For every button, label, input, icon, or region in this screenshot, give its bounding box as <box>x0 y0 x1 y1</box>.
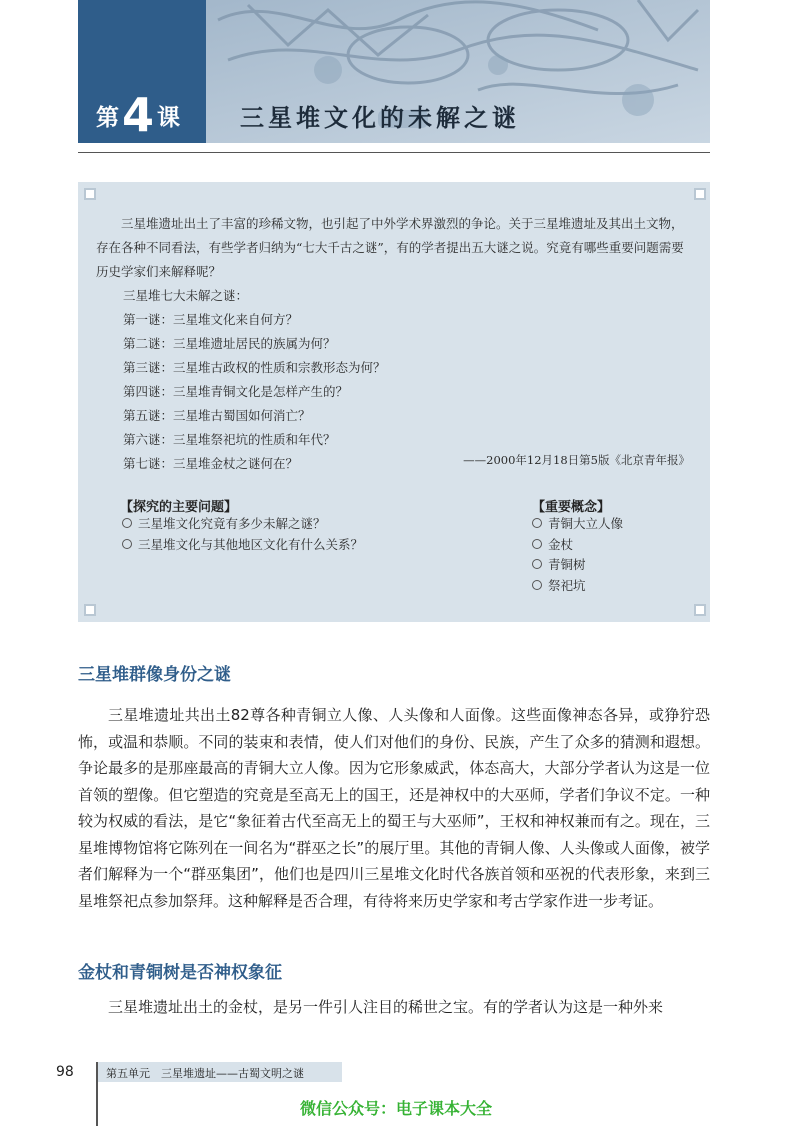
header-divider <box>78 152 710 153</box>
question-item <box>122 535 363 556</box>
circle-bullet-icon <box>532 580 542 590</box>
riddles-heading: 三星堆七大未解之谜： <box>123 288 249 303</box>
lesson-number <box>96 88 180 142</box>
concept-item <box>532 576 623 597</box>
lesson-suffix: 课 <box>157 105 181 131</box>
question-text: 三星堆文化究竟有多少未解之谜？ <box>138 516 326 531</box>
riddle-item: 第五谜：三星堆古蜀国如何消亡？ <box>123 408 311 423</box>
circle-bullet-icon <box>532 559 542 569</box>
section-body <box>78 702 710 914</box>
intro-paragraph: 三星堆遗址出土了丰富的珍稀文物，也引起了中外学术界激烈的争论。关于三星堆遗址及其出土文物，存在各种不同看法，有些学者归纳为“七大千古之谜”，有的学者提出五大谜之说。究竟有哪些重要问题需要历史学家们来解释呢？ <box>96 216 684 279</box>
riddle-item: 第一谜：三星堆文化来自何方？ <box>123 312 299 327</box>
intro-text <box>96 212 690 476</box>
concept-item <box>532 555 623 576</box>
lesson-prefix: 第 <box>96 105 119 131</box>
circle-bullet-icon <box>532 539 542 549</box>
concept-text: 青铜大立人像 <box>548 516 624 531</box>
riddle-item: 第七谜：三星堆金杖之谜何在？ <box>123 456 299 471</box>
source-citation: ——2000年12月18日第5版《北京青年报》 <box>463 453 690 467</box>
section-paragraph: 三星堆遗址出土的金杖，是另一件引人注目的稀世之宝。有的学者认为这是一种外来 <box>108 998 664 1016</box>
unit-label: 第五单元 三星堆遗址——古蜀文明之谜 <box>106 1067 304 1080</box>
section-heading: 三星堆群像身份之谜 <box>78 665 231 685</box>
questions-list <box>122 514 363 555</box>
section-paragraph: 三星堆遗址共出土82尊各种青铜立人像、人头像和人面像。这些面像神态各异，或狰狞恐怖，或温和恭顺。不同的装束和表情，使人们对他们的身份、民族，产生了众多的猜测和遐想。争论最多的是那座最高的青铜大立人像。因为它形象威武，体态高大，大部分学者认为这是一位首领的塑像。但它塑造的究竟是至高无上的国王，还是神权中的大巫师，学者们争议不定。一种较为权威的看法，是它“象征着古代至高无上的蜀王与大巫师”，王权和神权兼而有之。现在，三星堆博物馆将它陈列在一间名为“群巫之长”的展厅里。其他的青铜人像、人头像或人面像，被学者们解释为一个“群巫集团”，他们也是四川三星堆文化时代各族首领和巫祝的代表形象，来到三星堆祭祀点参加祭拜。这种解释是否合理，有待将来历史学家和考古学家作进一步考证。 <box>78 706 710 910</box>
panel-corner-marker <box>84 188 96 200</box>
watermark-text: 微信公众号：电子课本大全 <box>300 1099 493 1118</box>
concepts-title: 【重要概念】 <box>532 500 611 515</box>
lesson-number-digit: 4 <box>122 88 155 142</box>
panel-corner-marker <box>694 604 706 616</box>
section-body <box>78 994 710 1021</box>
question-text: 三星堆文化与其他地区文化有什么关系？ <box>138 536 364 552</box>
riddle-item: 第四谜：三星堆青铜文化是怎样产生的？ <box>123 384 349 399</box>
question-item <box>122 514 363 535</box>
circle-bullet-icon <box>532 518 542 528</box>
concept-text: 青铜树 <box>548 557 586 572</box>
panel-corner-marker <box>84 604 96 616</box>
concept-item <box>532 535 623 556</box>
circle-bullet-icon <box>122 539 132 549</box>
footer-rule <box>96 1062 98 1126</box>
circle-bullet-icon <box>122 518 132 528</box>
riddle-item: 第三谜：三星堆古政权的性质和宗教形态为何？ <box>123 360 386 375</box>
concept-item <box>532 514 623 535</box>
concept-text: 祭祀坑 <box>548 577 586 593</box>
concept-text: 金杖 <box>548 536 574 552</box>
section-heading: 金杖和青铜树是否神权象征 <box>78 963 282 983</box>
page-number: 98 <box>56 1064 74 1080</box>
riddle-item: 第二谜：三星堆遗址居民的族属为何？ <box>123 336 336 351</box>
concepts-list <box>532 514 623 596</box>
questions-title: 【探究的主要问题】 <box>120 500 238 515</box>
lesson-title: 三星堆文化的未解之谜 <box>240 103 520 132</box>
riddle-item: 第六谜：三星堆祭祀坑的性质和年代？ <box>123 432 336 447</box>
panel-corner-marker <box>694 188 706 200</box>
